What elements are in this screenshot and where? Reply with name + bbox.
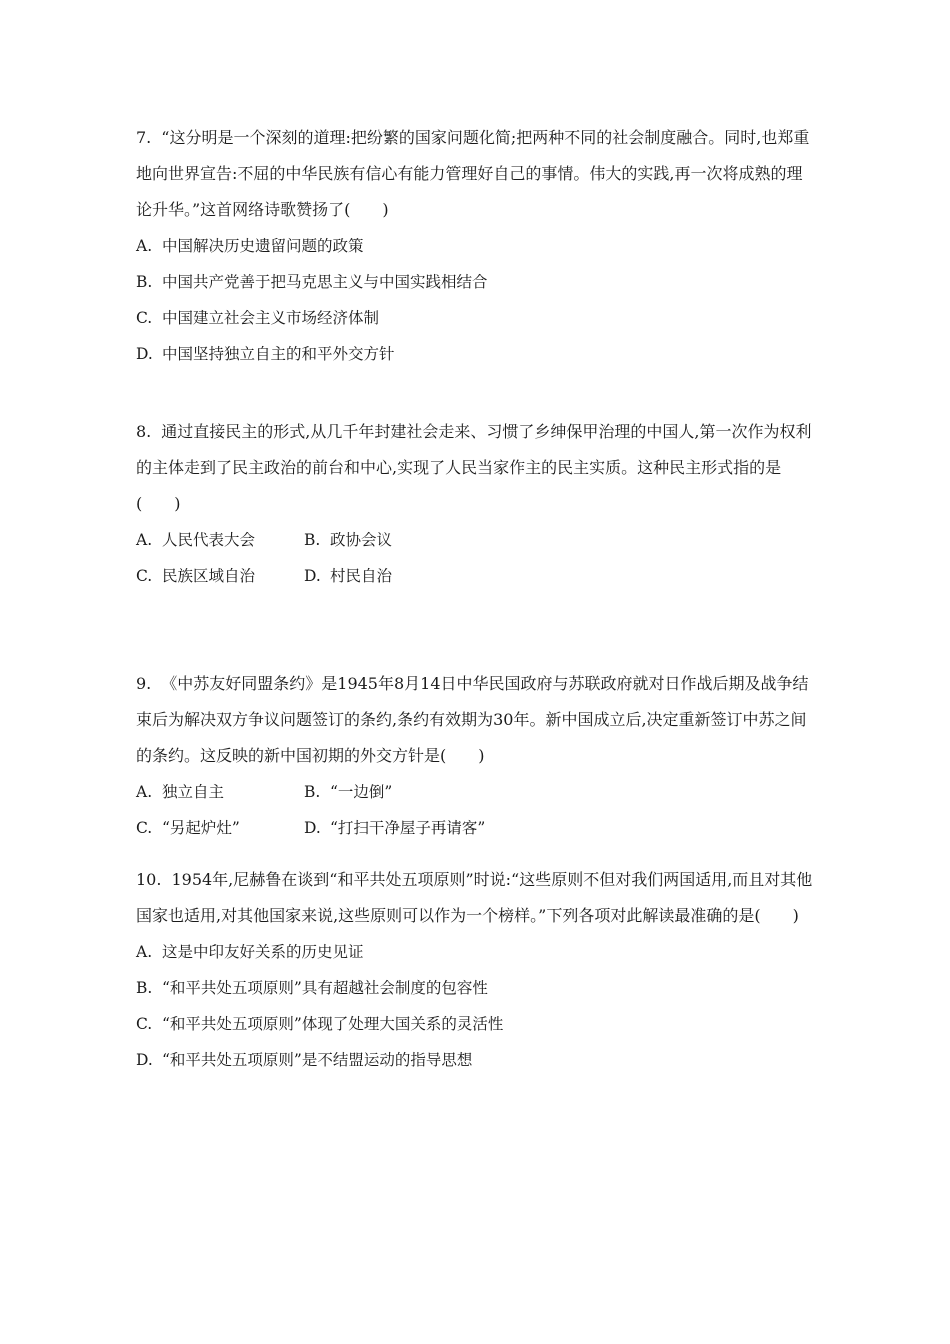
question-number: 7.	[136, 128, 152, 147]
question-10	[136, 862, 816, 1078]
option-b: B. “一边倒”	[304, 783, 393, 801]
question-stem	[136, 120, 816, 228]
option-row	[136, 558, 816, 594]
question-stem	[136, 414, 816, 522]
question-7	[136, 120, 816, 372]
question-8	[136, 414, 816, 594]
question-number: 10.	[136, 870, 162, 889]
option-a: A. 人民代表大会	[136, 531, 256, 549]
question-text: 《中苏友好同盟条约》是1945年8月14日中华民国政府与苏联政府就对日作战后期及战争结束后为解决双方争议问题签订的条约,条约有效期为30年。新中国成立后,决定重新签订中苏之间的条约。这反映的新中国初期的外交方针是( )	[136, 674, 809, 765]
option-d: D. 中国坚持独立自主的和平外交方针	[136, 345, 395, 363]
question-stem	[136, 862, 816, 934]
option-b: B. “和平共处五项原则”具有超越社会制度的包容性	[136, 979, 488, 997]
question-text: 通过直接民主的形式,从几千年封建社会走来、习惯了乡绅保甲治理的中国人,第一次作为权利的主体走到了民主政治的前台和中心,实现了人民当家作主的民主实质。这种民主形式指的是 ( )	[136, 422, 812, 513]
option-c: C. “和平共处五项原则”体现了处理大国关系的灵活性	[136, 1015, 504, 1033]
option-b: B. 政协会议	[304, 531, 393, 549]
question-number: 8.	[136, 422, 152, 441]
question-stem	[136, 666, 816, 774]
question-text: 1954年,尼赫鲁在谈到“和平共处五项原则”时说:“这些原则不但对我们两国适用,而且对其他国家也适用,对其他国家来说,这些原则可以作为一个榜样。”下列各项对此解读最准确的是( )	[136, 870, 813, 925]
option-a: A. 中国解决历史遗留问题的政策	[136, 237, 364, 255]
option-d: D. 村民自治	[304, 567, 393, 585]
option-d: D. “和平共处五项原则”是不结盟运动的指导思想	[136, 1051, 473, 1069]
question-text: “这分明是一个深刻的道理:把纷繁的国家问题化简;把两种不同的社会制度融合。同时,也郑重地向世界宣告:不屈的中华民族有信心有能力管理好自己的事情。伟大的实践,再一次将成熟的理论升华。”这首网络诗歌赞扬了( )	[136, 128, 810, 219]
option-a: A. 独立自主	[136, 783, 225, 801]
option-b: B. 中国共产党善于把马克思主义与中国实践相结合	[136, 273, 488, 291]
option-c: C. 中国建立社会主义市场经济体制	[136, 309, 380, 327]
option-row	[136, 522, 816, 558]
question-9	[136, 666, 816, 846]
option-c: C. “另起炉灶”	[136, 819, 240, 837]
option-c: C. 民族区域自治	[136, 567, 256, 585]
option-a: A. 这是中印友好关系的历史见证	[136, 943, 364, 961]
option-row	[136, 774, 816, 810]
question-number: 9.	[136, 674, 152, 693]
option-d: D. “打扫干净屋子再请客”	[304, 819, 486, 837]
option-row	[136, 810, 816, 846]
